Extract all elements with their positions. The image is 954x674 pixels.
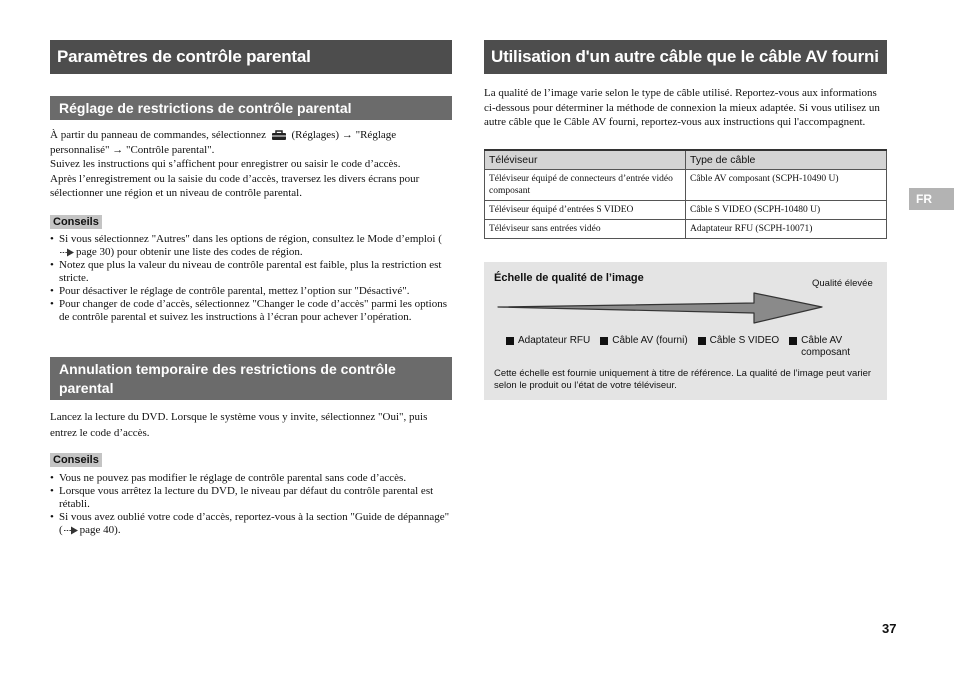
table-row <box>485 220 887 239</box>
table-cell: Téléviseur sans entrées vidéo <box>485 220 686 239</box>
square-bullet-icon <box>698 337 706 345</box>
table-cell: Câble S VIDEO (SCPH-10480 U) <box>686 201 887 220</box>
language-tab <box>909 188 954 210</box>
table-row <box>485 170 887 201</box>
list-item: • Pour désactiver le réglage de contrôle parental, mettez l’option sur "Désactivé". <box>50 285 452 298</box>
quality-arrow-icon <box>496 290 826 326</box>
quality-scale-box <box>484 262 887 400</box>
quality-note: Cette échelle est fournie uniquement à titre de référence. La qualité de l’image peut varier selon le produit ou l’état de votre téléviseur. <box>494 368 872 391</box>
page-number: 37 <box>882 621 897 636</box>
legend-item: Adaptateur RFU <box>506 335 590 359</box>
table-header-row <box>485 150 887 170</box>
instruction-step-2: Suivez les instructions qui s’affichent pour enregistrer ou saisir le code d’accès. <box>50 158 401 170</box>
table-cell: Téléviseur équipé d’entrées S VIDEO <box>485 201 686 220</box>
tips-list-2 <box>50 472 452 537</box>
subsection-title-temporary <box>50 357 452 400</box>
table-cell: Câble AV composant (SCPH-10490 U) <box>686 170 887 201</box>
language-tab-label: FR <box>916 192 932 206</box>
table-header-tv: Téléviseur <box>485 150 686 170</box>
square-bullet-icon <box>789 337 797 345</box>
quality-high-label: Qualité élevée <box>812 278 873 289</box>
quality-scale-title: Échelle de qualité de l’image <box>494 272 644 284</box>
legend-item: Câble AV (fourni) <box>600 335 687 359</box>
list-item: • Pour changer de code d’accès, sélectionnez "Changer le code d’accès" parmi les options de contrôle parental et suivez les instructions à l’écran pour achever l’opération. <box>50 298 452 324</box>
tips-label-2: Conseils <box>50 450 102 468</box>
cable-intro: La qualité de l’image varie selon le type de câble utilisé. Reportez-vous aux informations ci-dessous pour déterminer la méthode de connexion la mieux adaptée. Si vous utilisez un autre câble que le Câble AV fourni, reportez-vous aux instructions qui l'accompagnent. <box>484 87 880 128</box>
table-row <box>485 201 887 220</box>
quality-legend <box>506 335 884 359</box>
list-item: • Si vous avez oublié votre code d’accès, reportez-vous à la section "Guide de dépannage" ( page 40). <box>50 511 452 537</box>
list-item: • Vous ne pouvez pas modifier le réglage de contrôle parental sans code d’accès. <box>50 472 452 485</box>
tips-label-1: Conseils <box>50 212 102 230</box>
list-item: • Notez que plus la valeur du niveau de contrôle parental est faible, plus la restriction est stricte. <box>50 259 452 285</box>
section-title-text: Paramètres de contrôle parental <box>57 47 311 66</box>
instruction-step-1: À partir du panneau de commandes, sélectionnez (Réglages) → "Réglage personnalisé" → "Contrôle parental". <box>50 129 397 156</box>
list-item: • Si vous sélectionnez "Autres" dans les options de région, consultez le Mode d’emploi (page 30) pour obtenir une liste des codes de région. <box>50 233 452 259</box>
section-title-parental <box>50 40 452 74</box>
arrow-right-icon: → <box>112 143 124 156</box>
table-cell: Adaptateur RFU (SCPH-10071) <box>686 220 887 239</box>
legend-item: Câble AV composant <box>789 335 853 359</box>
subsection-title-text: Réglage de restrictions de contrôle parental <box>59 100 352 116</box>
section-title-text: Utilisation d'un autre câble que le câble AV fourni <box>491 47 879 66</box>
subsection-title-text: Annulation temporaire des restrictions de contrôle parental <box>59 360 396 396</box>
page-ref-icon <box>63 526 80 535</box>
legend-item: Câble S VIDEO <box>698 335 779 359</box>
list-item: • Lorsque vous arrêtez la lecture du DVD, le niveau par défaut du contrôle parental est rétabli. <box>50 485 452 511</box>
tips-list-1 <box>50 233 452 324</box>
square-bullet-icon <box>600 337 608 345</box>
instruction-step-3: Après l’enregistrement ou la saisie du code d’accès, traversez les divers écrans pour sélectionner une région et un niveau de contrôle parental. <box>50 172 420 199</box>
section-title-cable <box>484 40 887 74</box>
restrictions-instructions <box>50 128 452 201</box>
page-ref-icon <box>59 248 76 257</box>
cable-table <box>484 149 887 239</box>
arrow-right-icon: → <box>341 129 353 141</box>
square-bullet-icon <box>506 337 514 345</box>
temporary-instructions: Lancez la lecture du DVD. Lorsque le système vous y invite, sélectionnez "Oui", puis entrez le code d’accès. <box>50 411 428 439</box>
subsection-title-restrictions <box>50 96 452 120</box>
table-header-cable: Type de câble <box>686 150 887 170</box>
table-cell: Téléviseur équipé de connecteurs d’entrée vidéo composant <box>485 170 686 201</box>
toolbox-icon <box>271 129 287 141</box>
